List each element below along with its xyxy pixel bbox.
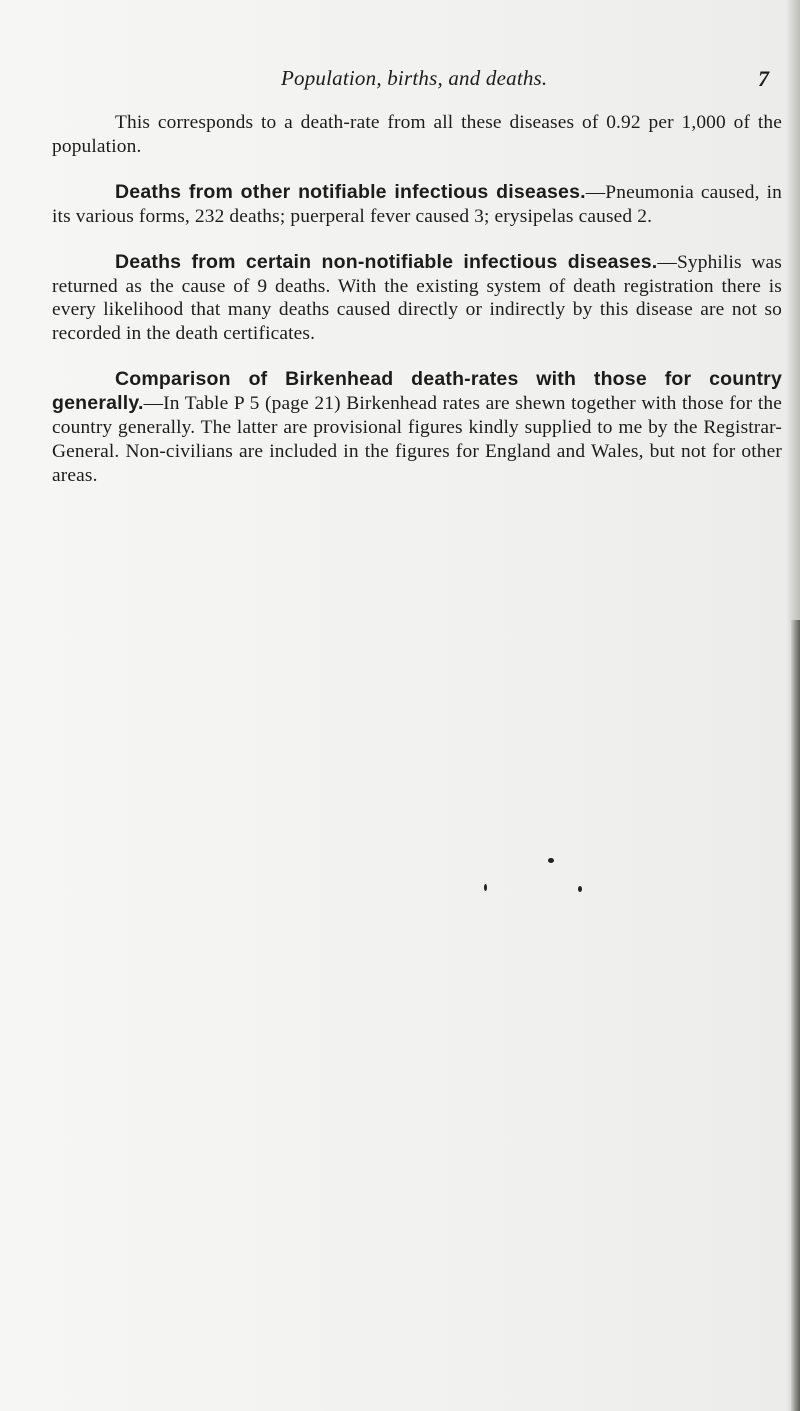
page-binding-edge: [791, 620, 800, 1411]
paragraph-text: —In Table P 5 (page 21) Birkenhead rates are shewn together with those for the country generally. The latter are provisional figures kindly supplied to me by the Registrar-General. Non-civilians are included in the figures for England and Wales, but not for other areas.: [52, 393, 782, 486]
ink-speck: [548, 858, 554, 863]
paragraph-heading: Deaths from other notifiable infectious diseases.: [115, 180, 586, 203]
paragraph-non-notifiable: [52, 251, 782, 347]
paragraph-text: This corresponds to a death-rate from all these diseases of 0.92 per 1,000 of the population.: [52, 112, 782, 157]
paragraph-heading: Deaths from certain non-notifiable infectious diseases.: [115, 250, 658, 273]
paragraph-comparison: [52, 368, 782, 488]
page-number: 7: [758, 66, 769, 91]
ink-speck: [578, 886, 582, 892]
paragraph-text: —Syphilis was returned as the cause of 9 deaths. With the existing system of death registration there is every likelihood that many deaths caused directly or indirectly by this disease are not so recorded in the death certificates.: [52, 251, 782, 345]
running-header: [0, 66, 800, 96]
running-title: Population, births, and deaths.: [281, 66, 548, 90]
paragraph-text: —Pneumonia caused, in its various forms, 232 deaths; puerperal fever caused 3; erysipelas caused 2.: [52, 181, 782, 227]
paragraph-other-notifiable: [52, 181, 782, 229]
paragraph-heading: Comparison of Birkenhead death-rates with those for country generally.: [52, 368, 782, 415]
paragraph-death-rate: [52, 111, 782, 159]
ink-speck: [484, 884, 487, 891]
body-text: [52, 111, 782, 510]
